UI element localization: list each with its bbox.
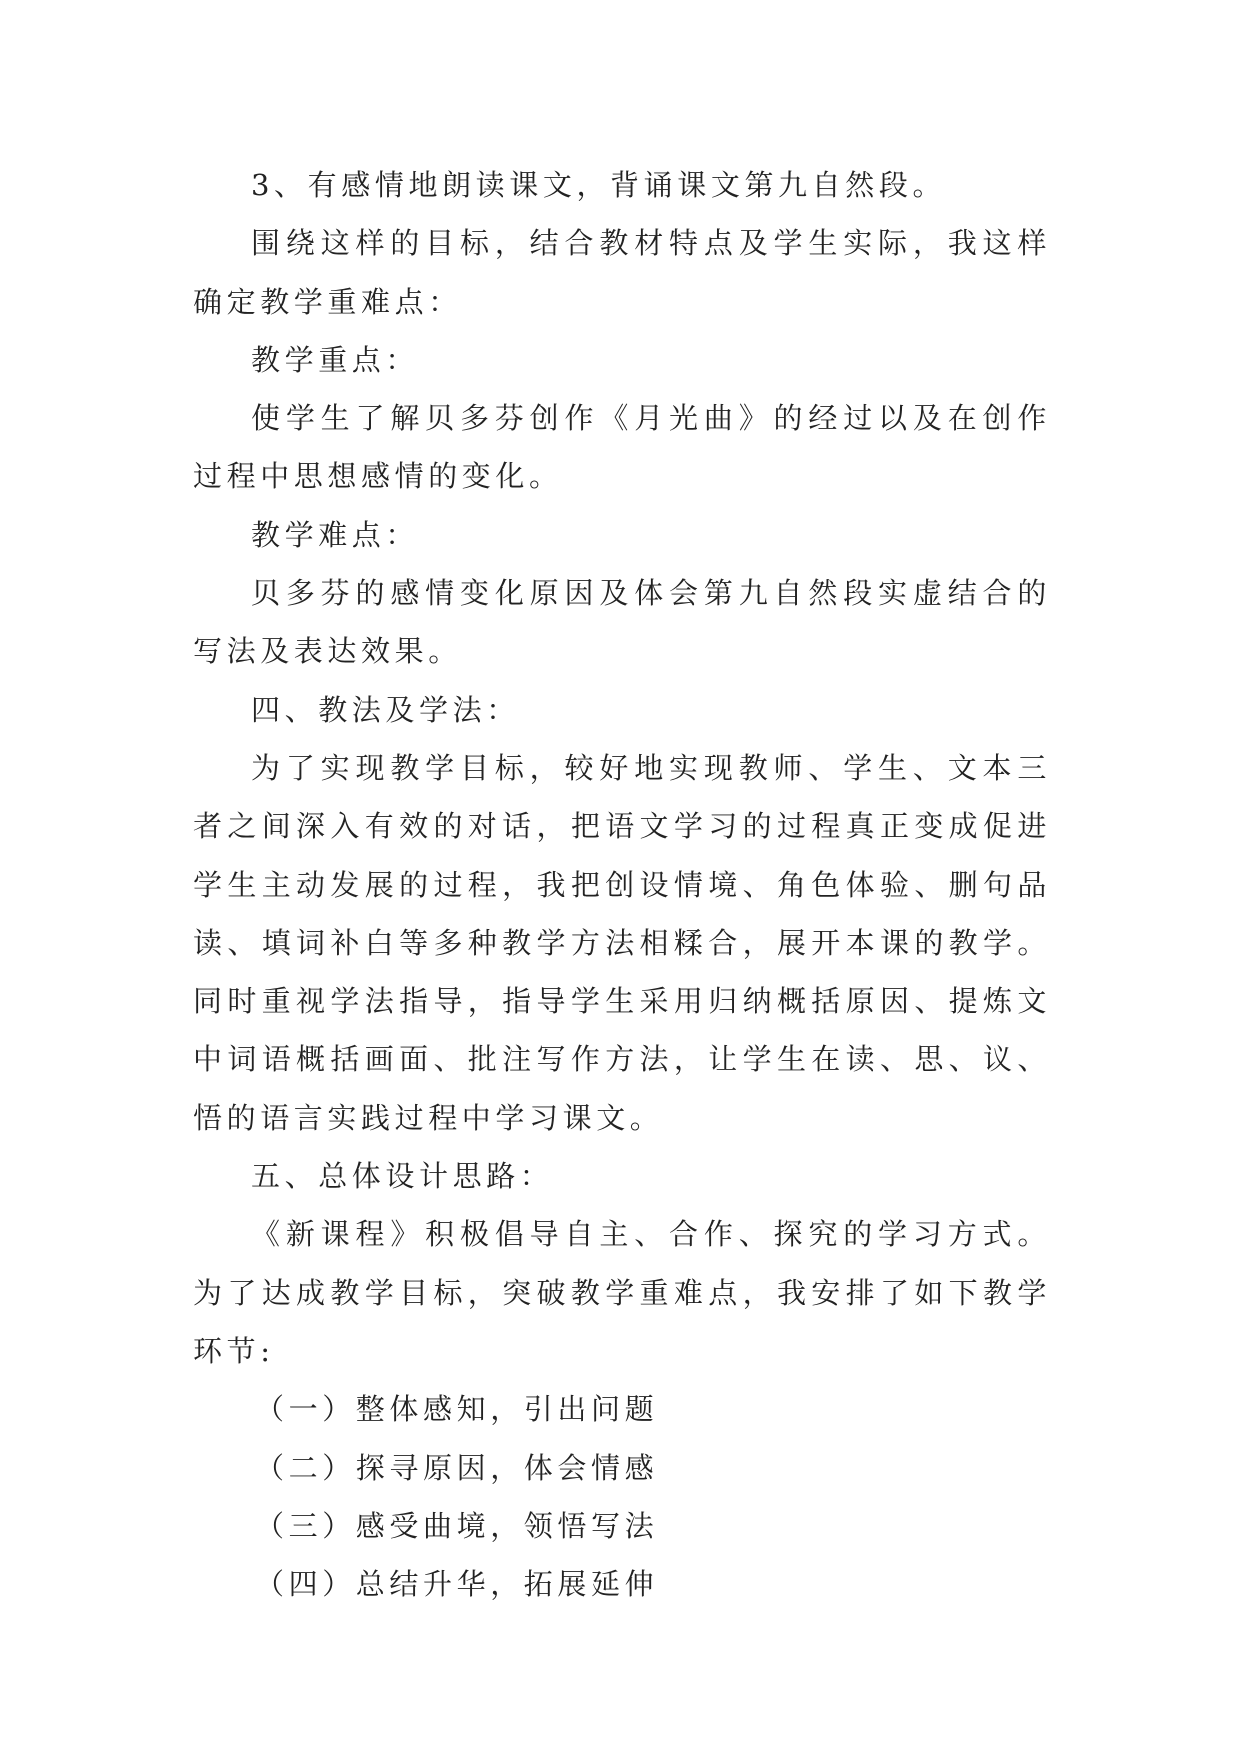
teaching-focus-paragraph: 使学生了解贝多芬创作《月光曲》的经过以及在创作过程中思想感情的变化。 — [193, 401, 1051, 494]
step-1-item: （一）整体感知，引出问题 — [255, 1392, 659, 1427]
step-4-item: （四）总结升华，拓展延伸 — [255, 1567, 659, 1602]
step-3-item: （三）感受曲境，领悟写法 — [255, 1508, 659, 1543]
key-difficulty-intro-paragraph: 围绕这样的目标，结合教材特点及学生实际，我这样确定教学重难点： — [193, 226, 1051, 319]
step-2-item: （二）探寻原因，体会情感 — [255, 1450, 659, 1485]
teaching-difficulty-paragraph: 贝多芬的感情变化原因及体会第九自然段实虚结合的写法及表达效果。 — [193, 576, 1051, 669]
teaching-difficulty-heading: 教学难点： — [251, 517, 420, 552]
design-paragraph: 《新课程》积极倡导自主、合作、探究的学习方式。为了达成教学目标，突破教学重难点，我安排了如下教学环节: — [193, 1217, 1051, 1368]
teaching-focus-heading: 教学重点： — [251, 342, 420, 377]
document-body — [193, 156, 1051, 1613]
objective-3-paragraph: 3、有感情地朗读课文，背诵课文第九自然段。 — [251, 168, 947, 202]
section-5-heading: 五、总体设计思路： — [251, 1159, 554, 1194]
methods-paragraph: 为了实现教学目标，较好地实现教师、学生、文本三者之间深入有效的对话，把语文学习的过程真正变成促进学生主动发展的过程，我把创设情境、角色体验、删句品读、填词补白等多种教学方法相糅合，展开本课的教学。同时重视学法指导，指导学生采用归纳概括原因、提炼文中词语概括画面、批注写作方法，让学生在读、思、议、悟的语言实践过程中学习课文。 — [193, 750, 1051, 1135]
section-4-heading: 四、教法及学法： — [251, 692, 520, 727]
